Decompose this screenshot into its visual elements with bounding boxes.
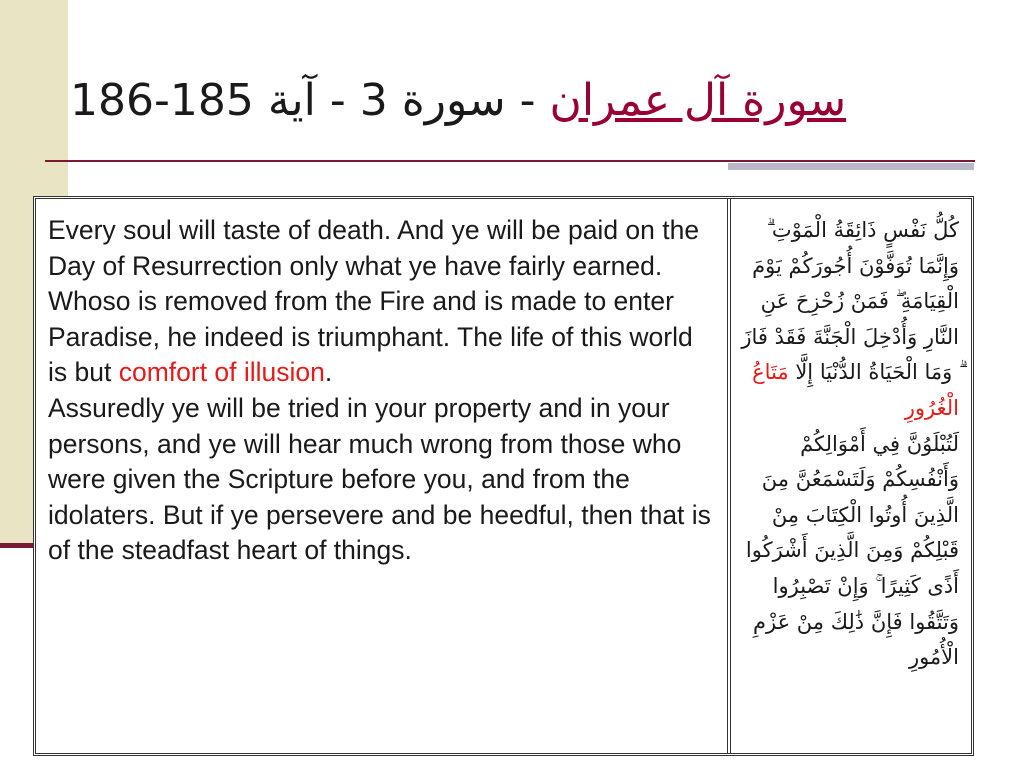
verse-186-arabic: لَتُبْلَوُنَّ فِي أَمْوَالِكُمْ وَأَنْفُسِكُمْ وَلَتَسْمَعُنَّ مِنَ الَّذِينَ أُوتُوا الْكِتَابَ مِنْ قَبْلِكُمْ وَمِنَ الَّذِينَ أَشْرَكُوا أَذًى كَثِيرًا ۚ وَإِنْ تَصْبِرُوا وَتَتَّقُوا فَإِنَّ ذَٰلِكَ مِنْ عَزْمِ الْأُمُورِ bbox=[745, 431, 959, 670]
verse-185-arabic-text: كُلُّ نَفْسٍ ذَائِقَةُ الْمَوْتِ ۗ وَإِنَّمَا تُوَفَّوْنَ أُجُورَكُمْ يَوْمَ الْقِيَامَةِ ۖ فَمَنْ زُحْزِحَ عَنِ النَّارِ وَأُدْخِلَ الْجَنَّةَ فَقَدْ فَازَ ۗ وَمَا الْحَيَاةُ الدُّنْيَا إِلَّا bbox=[741, 218, 959, 385]
verse-185-english-text: Every soul will taste of death. And ye will be paid on the Day of Resurrection only what ye have fairly earned. Whoso is removed from the Fire and is made to enter Paradise, he indeed is triumphant. The life of this world is but bbox=[48, 215, 700, 388]
verse-186-english: Assuredly ye will be tried in your property and in your persons, and ye will hear much wrong from those who were given the Scripture before you, and from the idolaters. But if ye persevere and be heedful, then that is of the steadfast heart of things. bbox=[48, 392, 711, 566]
verse-185-english-highlight: comfort of illusion bbox=[118, 357, 325, 388]
verse-185-arabic-highlight: مَتَاعُ الْغُرُورِ bbox=[752, 360, 959, 420]
title-rule-accent bbox=[728, 163, 974, 170]
title-verse-ref: - سورة 3 - آية 185-186 bbox=[70, 75, 550, 126]
english-translation-cell bbox=[36, 199, 728, 753]
verse-185-arabic bbox=[739, 213, 959, 427]
title-rule bbox=[45, 160, 975, 162]
surah-link[interactable]: سورة آل عمران bbox=[549, 75, 847, 126]
arabic-text-cell bbox=[731, 199, 971, 753]
verse-table bbox=[33, 196, 974, 756]
verse-185-english bbox=[48, 213, 718, 391]
page-title bbox=[70, 66, 930, 136]
verse-185-english-end: . bbox=[324, 357, 333, 388]
